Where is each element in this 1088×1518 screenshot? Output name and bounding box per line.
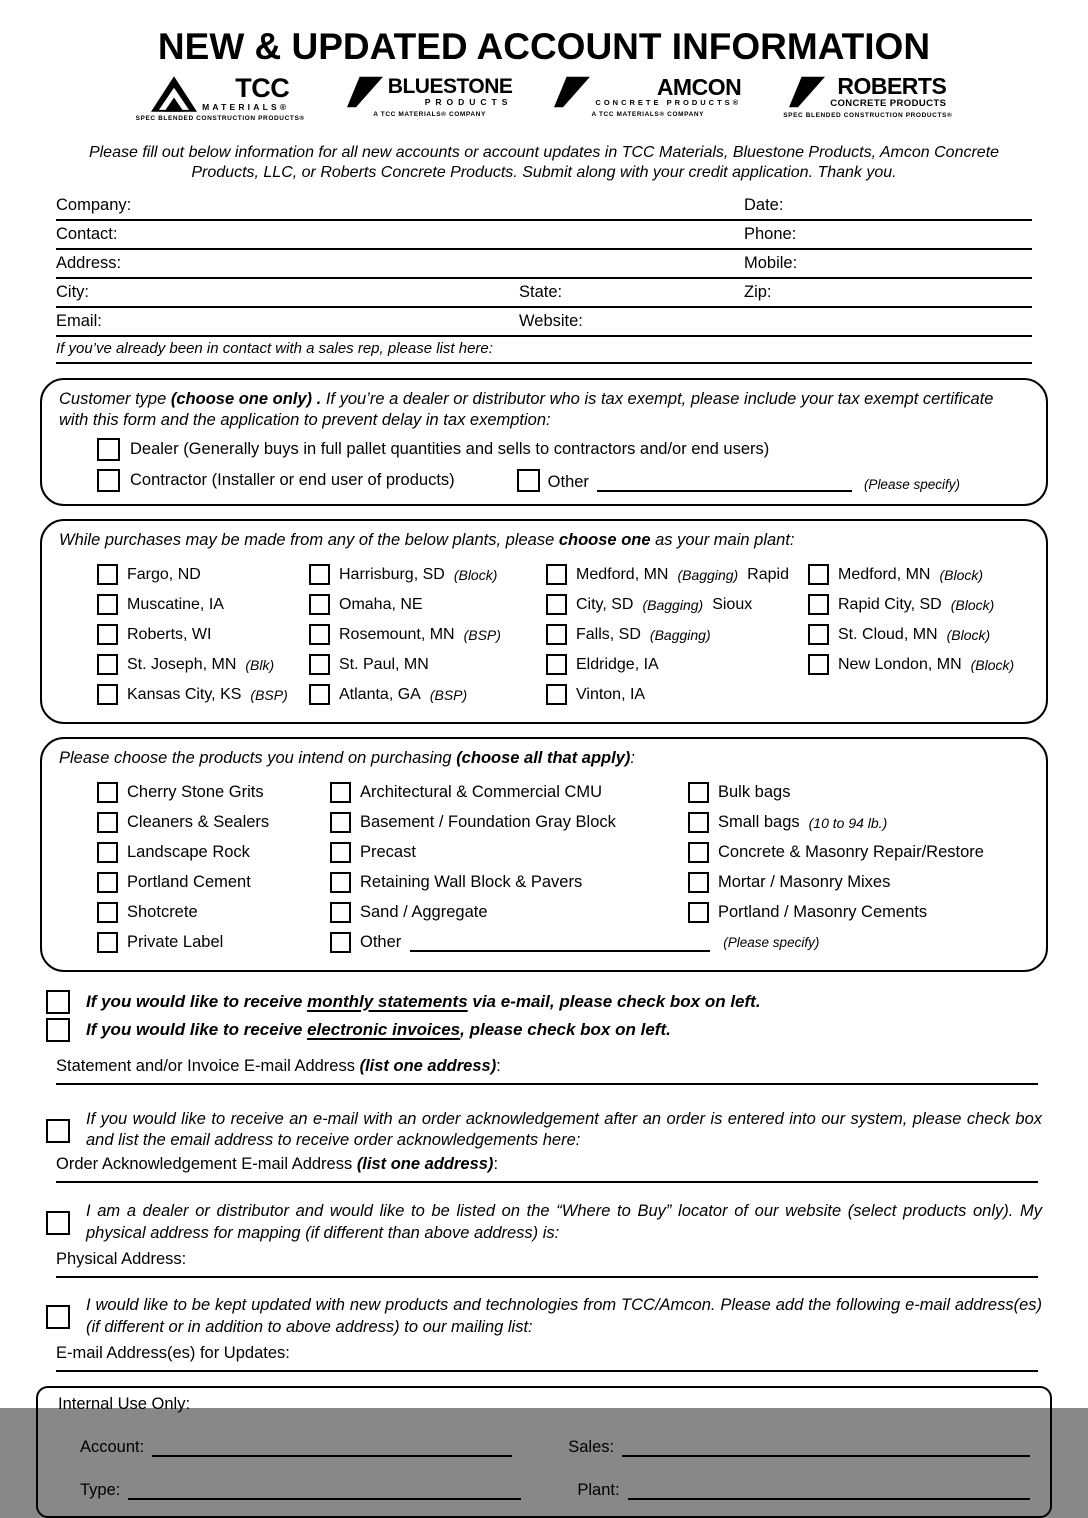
updates-email-label: E-mail Address(es) for Updates: [56, 1344, 290, 1363]
plant-note: (Bagging) [649, 626, 711, 643]
product-option-precast[interactable] [330, 838, 688, 868]
address-mobile-row[interactable] [56, 250, 1032, 279]
product-option-cherry-stone[interactable] [97, 778, 330, 808]
main-plant-section [40, 519, 1048, 724]
product-label: Basement / Foundation Gray Block [360, 813, 616, 832]
contractor-checkbox[interactable] [97, 469, 120, 492]
plant-note: (Bagging) [642, 596, 704, 613]
plant-label: Rapid City, SD [838, 595, 942, 613]
state-label: State: [519, 283, 563, 302]
checkbox-icon[interactable] [688, 782, 709, 803]
plant-option-rapid-city-bagging[interactable] [546, 590, 808, 620]
plant-note: (Block) [453, 566, 498, 583]
plants-header [59, 530, 1029, 551]
sales-rep-row[interactable] [56, 337, 1032, 364]
amcon-concrete-logo [554, 73, 742, 118]
plant-label-wrap: Sioux [712, 595, 753, 613]
checkbox-icon[interactable] [97, 872, 118, 893]
tcc-mountain-icon [151, 76, 197, 112]
account-sales-row [58, 1438, 1030, 1457]
plant-label: Muscatine, IA [127, 595, 224, 613]
plant-note: (BSP) [429, 686, 468, 703]
choose-one-only-text: (choose one only) . [170, 390, 322, 409]
tcc-logo-wordmark: TCC [235, 73, 290, 104]
plant-option-eldridge[interactable] [546, 650, 808, 680]
plant-option-rapid-city-block[interactable] [808, 590, 1029, 620]
other-checkbox[interactable] [517, 469, 540, 492]
plant-option-st-joseph[interactable] [97, 650, 309, 680]
checkbox-icon[interactable] [330, 902, 351, 923]
plant-label: Medford, MN [576, 565, 669, 583]
product-label: Cherry Stone Grits [127, 783, 264, 802]
plant-option-vinton[interactable] [546, 680, 808, 710]
electronic-invoices-checkbox[interactable] [46, 1018, 70, 1042]
amcon-logo-wordmark: AMCON [656, 73, 742, 100]
text-part: If you would like to receive [86, 1019, 308, 1039]
mailing-list-checkbox[interactable] [46, 1305, 70, 1329]
checkbox-icon[interactable] [330, 872, 351, 893]
bluestone-logo-wordmark: BLUESTONE [387, 75, 513, 99]
dealer-option[interactable] [97, 438, 1029, 461]
internal-use-section [36, 1386, 1052, 1518]
product-label: Private Label [127, 933, 224, 952]
product-option-shotcrete[interactable] [97, 898, 330, 928]
product-label: Portland Cement [127, 873, 251, 892]
plant-note: (Block) [939, 566, 984, 583]
plant-option-harrisburg[interactable] [309, 560, 546, 590]
label-colon: : [493, 1155, 499, 1174]
list-one-address-note: (list one address) [356, 1155, 494, 1174]
checkbox-icon[interactable] [546, 594, 567, 615]
phone-label: Phone: [744, 225, 797, 244]
plants-grid [97, 560, 1029, 710]
plants-column-3 [546, 560, 808, 710]
plants-column-2 [309, 560, 546, 710]
where-to-buy-text: I am a dealer or distributor and would like to be listed on the “Where to Buy” locator of our website (select products only). My physical address for mapping (if different than above address) is: [86, 1202, 1042, 1242]
text-part: If you would like to receive [86, 991, 308, 1011]
product-label: Cleaners & Sealers [127, 813, 270, 832]
plant-label: Eldridge, IA [576, 655, 659, 673]
order-ack-text: If you would like to receive an e-mail with an order acknowledgement after an order is entered into our system, please check box and list the email address to receive order acknowledgements here: [86, 1109, 1042, 1149]
city-state-zip-row[interactable] [56, 279, 1032, 308]
roberts-wedge-icon [789, 76, 825, 108]
sales-input-line[interactable] [622, 1440, 1030, 1458]
dealer-checkbox[interactable] [97, 438, 120, 461]
customer-type-section [40, 378, 1048, 506]
sales-rep-label: If you’ve already been in contact with a sales rep, please list here: [56, 340, 493, 358]
account-label: Account: [80, 1438, 145, 1457]
products-grid [97, 778, 1029, 958]
mailing-list-text: I would like to be kept updated with new products and technologies from TCC/Amcon. Please add the following e-mail address(es) (if different or in addition to above address) to our mailing list: [86, 1296, 1042, 1336]
main-plant-text: as your main plant: [650, 531, 795, 550]
product-other-label: Other [360, 933, 402, 952]
plant-option-rosemount[interactable] [309, 620, 546, 650]
text-part: via e-mail, please check box on left. [467, 991, 761, 1011]
internal-use-header: Internal Use Only: [58, 1395, 191, 1414]
checkbox-icon[interactable] [330, 932, 351, 953]
checkbox-icon[interactable] [97, 684, 118, 705]
plant-note: (BSP) [250, 686, 288, 703]
checkbox-icon[interactable] [97, 812, 118, 833]
product-option-landscape-rock[interactable] [97, 838, 330, 868]
monthly-statements-row [46, 988, 1042, 1016]
plant-option-kansas-city[interactable] [97, 680, 309, 710]
checkbox-icon[interactable] [97, 624, 118, 645]
product-option-mortar-mixes[interactable] [688, 868, 1029, 898]
product-other-input-line[interactable] [410, 933, 710, 951]
roberts-concrete-logo [783, 73, 953, 119]
statement-email-label: Statement and/or Invoice E-mail Address [56, 1056, 360, 1075]
contact-section [56, 192, 1032, 364]
tax-exempt-text: If you’re a dealer or distributor who is tax exempt, please include your tax exempt certificate with this form and the application to prevent delay in tax exemption: [59, 390, 994, 429]
product-option-small-bags[interactable] [688, 808, 1029, 838]
plant-label: Plant: [577, 1481, 620, 1500]
contact-label: Contact: [56, 225, 118, 244]
checkbox-icon[interactable] [688, 902, 709, 923]
product-option-portland-masonry[interactable] [688, 898, 1029, 928]
products-header [59, 748, 1029, 769]
product-option-cleaners[interactable] [97, 808, 330, 838]
checkbox-icon[interactable] [97, 594, 118, 615]
underlined-text: electronic invoices [307, 1019, 461, 1039]
product-label: Bulk bags [718, 783, 791, 802]
product-label: Architectural & Commercial CMU [360, 783, 603, 802]
where-to-buy-checkbox[interactable] [46, 1211, 70, 1235]
product-option-sand-aggregate[interactable] [330, 898, 688, 928]
checkbox-icon[interactable] [97, 564, 118, 585]
label-colon: : [496, 1056, 501, 1075]
order-ack-optin [46, 1109, 1042, 1152]
plant-label: Kansas City, KS [127, 685, 242, 703]
mailing-list-optin [46, 1295, 1042, 1338]
checkbox-icon[interactable] [808, 564, 829, 585]
plant-label: Omaha, NE [339, 595, 423, 613]
checkbox-icon[interactable] [330, 842, 351, 863]
plant-label: Rosemount, MN [339, 625, 455, 643]
order-ack-email-label: Order Acknowledgement E-mail Address [56, 1155, 357, 1174]
checkbox-icon[interactable] [546, 684, 567, 705]
product-option-cmu[interactable] [330, 778, 688, 808]
type-input-line[interactable] [128, 1483, 521, 1501]
type-plant-row [58, 1481, 1030, 1500]
checkbox-icon[interactable] [97, 932, 118, 953]
checkbox-icon[interactable] [309, 684, 330, 705]
plant-option-fargo[interactable] [97, 560, 309, 590]
checkbox-icon[interactable] [808, 654, 829, 675]
please-specify-note: (Please specify) [723, 935, 820, 951]
brand-logos [0, 73, 1088, 134]
tcc-logo-subtext: MATERIALS® [202, 101, 290, 112]
physical-address-label: Physical Address: [56, 1250, 187, 1269]
plant-option-medford-bagging[interactable] [546, 560, 808, 590]
plant-option-new-london-block[interactable] [808, 650, 1029, 680]
checkbox-icon[interactable] [97, 654, 118, 675]
list-one-address-note: (list one address) [359, 1056, 497, 1075]
plant-label: Roberts, WI [127, 625, 212, 643]
plant-label: St. Paul, MN [339, 655, 429, 673]
city-label: City: [56, 283, 89, 302]
products-column-3 [688, 778, 1029, 958]
date-label: Date: [744, 196, 784, 215]
where-to-buy-optin [46, 1201, 1042, 1244]
intro-text: Please fill out below information for all new accounts or account updates in TCC Materials, Bluestone Products, Amcon Concrete Products, LLC, or Roberts Concrete Products. Submit along with your credit application. Thank you. [88, 144, 1000, 181]
contact-phone-row[interactable] [56, 221, 1032, 250]
plant-option-st-paul[interactable] [309, 650, 546, 680]
checkbox-icon[interactable] [309, 564, 330, 585]
other-specify-input-line[interactable] [597, 474, 852, 492]
tcc-logo-tagline: SPEC BLENDED CONSTRUCTION PRODUCTS® [135, 115, 305, 122]
plant-label: Vinton, IA [576, 685, 646, 703]
plants-column-1 [97, 560, 309, 710]
checkbox-icon[interactable] [330, 812, 351, 833]
plant-option-roberts[interactable] [97, 620, 309, 650]
plant-label: Medford, MN [838, 565, 931, 583]
underlined-text: monthly statements [307, 991, 468, 1011]
bluestone-products-logo [347, 76, 513, 118]
plant-note: (Block) [946, 626, 991, 643]
amcon-logo-tagline: A TCC MATERIALS® COMPANY [591, 111, 705, 118]
bluestone-logo-tagline: A TCC MATERIALS® COMPANY [373, 111, 486, 118]
plant-label: New London, MN [838, 655, 962, 673]
checkbox-icon[interactable] [309, 624, 330, 645]
product-label: Retaining Wall Block & Pavers [360, 873, 583, 892]
roberts-logo-tagline: SPEC BLENDED CONSTRUCTION PRODUCTS® [783, 111, 953, 119]
sales-label: Sales: [568, 1438, 615, 1457]
product-label: Sand / Aggregate [360, 903, 488, 922]
checkbox-icon[interactable] [546, 654, 567, 675]
other-label: Other [547, 473, 589, 492]
checkbox-icon[interactable] [309, 594, 330, 615]
address-label: Address: [56, 254, 122, 273]
plant-note: (BSP) [463, 626, 501, 643]
customer-type-header-text: Customer type [59, 390, 171, 409]
email-website-row[interactable] [56, 308, 1032, 337]
monthly-statements-text [86, 992, 761, 1012]
website-label: Website: [519, 312, 583, 331]
product-option-retaining-wall[interactable] [330, 868, 688, 898]
plant-label-wrap: Rapid [747, 565, 789, 583]
choose-all-text: (choose all that apply) [456, 748, 631, 767]
product-label: Concrete & Masonry Repair/Restore [718, 843, 984, 862]
plant-note: (Blk) [245, 656, 275, 673]
statement-email-field[interactable] [56, 1057, 1038, 1085]
electronic-invoices-text [86, 1020, 671, 1040]
plant-label: Fargo, ND [127, 565, 201, 583]
roberts-logo-subtext: CONCRETE PRODUCTS [830, 97, 947, 109]
plant-option-st-cloud-block[interactable] [808, 620, 1029, 650]
monthly-statements-checkbox[interactable] [46, 990, 70, 1014]
checkbox-icon[interactable] [546, 564, 567, 585]
plant-note: (Bagging) [677, 566, 739, 583]
product-label: Mortar / Masonry Mixes [718, 873, 891, 892]
product-option-basement-block[interactable] [330, 808, 688, 838]
plant-label: Falls, SD [576, 625, 641, 643]
checkbox-icon[interactable] [546, 624, 567, 645]
dealer-label: Dealer (Generally buys in full pallet quantities and sells to contractors and/or end users) [130, 440, 770, 459]
product-option-private-label[interactable] [97, 928, 330, 958]
checkbox-icon[interactable] [688, 842, 709, 863]
amcon-logo-subtext: CONCRETE PRODUCTS® [595, 98, 742, 108]
company-label: Company: [56, 196, 132, 215]
order-ack-email-field[interactable] [56, 1155, 1038, 1183]
updates-email-field[interactable] [56, 1344, 1038, 1372]
product-label: Portland / Masonry Cements [718, 903, 928, 922]
plants-header-text: While purchases may be made from any of the below plants, please [59, 531, 559, 550]
checkbox-icon[interactable] [309, 654, 330, 675]
amcon-wedge-icon [554, 76, 590, 108]
checkbox-icon[interactable] [97, 782, 118, 803]
plant-option-medford-block[interactable] [808, 560, 1029, 590]
plant-note: (Block) [970, 656, 1015, 673]
roberts-logo-wordmark: ROBERTS [837, 73, 947, 99]
product-note: (10 to 94 lb.) [808, 814, 888, 831]
type-label: Type: [80, 1481, 121, 1500]
products-header-colon: : [630, 748, 635, 767]
plant-label: Atlanta, GA [339, 685, 421, 703]
bluestone-logo-subtext: PRODUCTS [424, 96, 513, 107]
physical-address-field[interactable] [56, 1250, 1038, 1278]
products-header-text: Please choose the products you intend on purchasing [59, 748, 457, 767]
checkbox-icon[interactable] [808, 594, 829, 615]
product-label: Shotcrete [127, 903, 198, 922]
bluestone-wedge-icon [347, 76, 383, 108]
checkbox-icon[interactable] [808, 624, 829, 645]
plant-label: Harrisburg, SD [339, 565, 445, 583]
checkbox-icon[interactable] [97, 842, 118, 863]
plant-option-omaha[interactable] [309, 590, 546, 620]
page-title: NEW & UPDATED ACCOUNT INFORMATION [157, 26, 931, 67]
products-section [40, 737, 1048, 972]
products-column-1 [97, 778, 330, 958]
electronic-invoices-row [46, 1016, 1042, 1044]
product-label: Precast [360, 843, 416, 862]
company-date-row[interactable] [56, 192, 1032, 221]
tcc-materials-logo [135, 73, 305, 122]
email-label: Email: [56, 312, 102, 331]
product-option-repair-restore[interactable] [688, 838, 1029, 868]
product-option-portland-cement[interactable] [97, 868, 330, 898]
zip-label: Zip: [744, 283, 772, 302]
plant-input-line[interactable] [628, 1483, 1030, 1501]
checkbox-icon[interactable] [330, 782, 351, 803]
please-specify-note: (Please specify) [863, 477, 960, 493]
product-label: Landscape Rock [127, 843, 250, 862]
other-option [517, 469, 1029, 492]
plant-label: City, SD [576, 595, 634, 613]
plant-note: (Block) [950, 596, 995, 613]
product-option-other[interactable] [330, 928, 820, 958]
plants-column-4 [808, 560, 1029, 710]
plant-option-atlanta[interactable] [309, 680, 546, 710]
account-input-line[interactable] [152, 1440, 512, 1458]
checkbox-icon[interactable] [688, 812, 709, 833]
product-option-bulk-bags[interactable] [688, 778, 1029, 808]
contractor-other-row [97, 469, 1029, 492]
plant-option-muscatine[interactable] [97, 590, 309, 620]
checkbox-icon[interactable] [688, 872, 709, 893]
plant-option-sioux-falls-bagging[interactable] [546, 620, 808, 650]
order-ack-checkbox[interactable] [46, 1119, 70, 1143]
mobile-label: Mobile: [744, 254, 798, 273]
product-label: Small bags [718, 813, 800, 832]
plant-label: St. Cloud, MN [838, 625, 938, 643]
plant-label: St. Joseph, MN [127, 655, 237, 673]
customer-type-header [59, 389, 1014, 430]
choose-one-text: choose one [558, 531, 651, 550]
text-part: , please check box on left. [460, 1019, 671, 1039]
contractor-label: Contractor (Installer or end user of products) [130, 471, 455, 490]
checkbox-icon[interactable] [97, 902, 118, 923]
